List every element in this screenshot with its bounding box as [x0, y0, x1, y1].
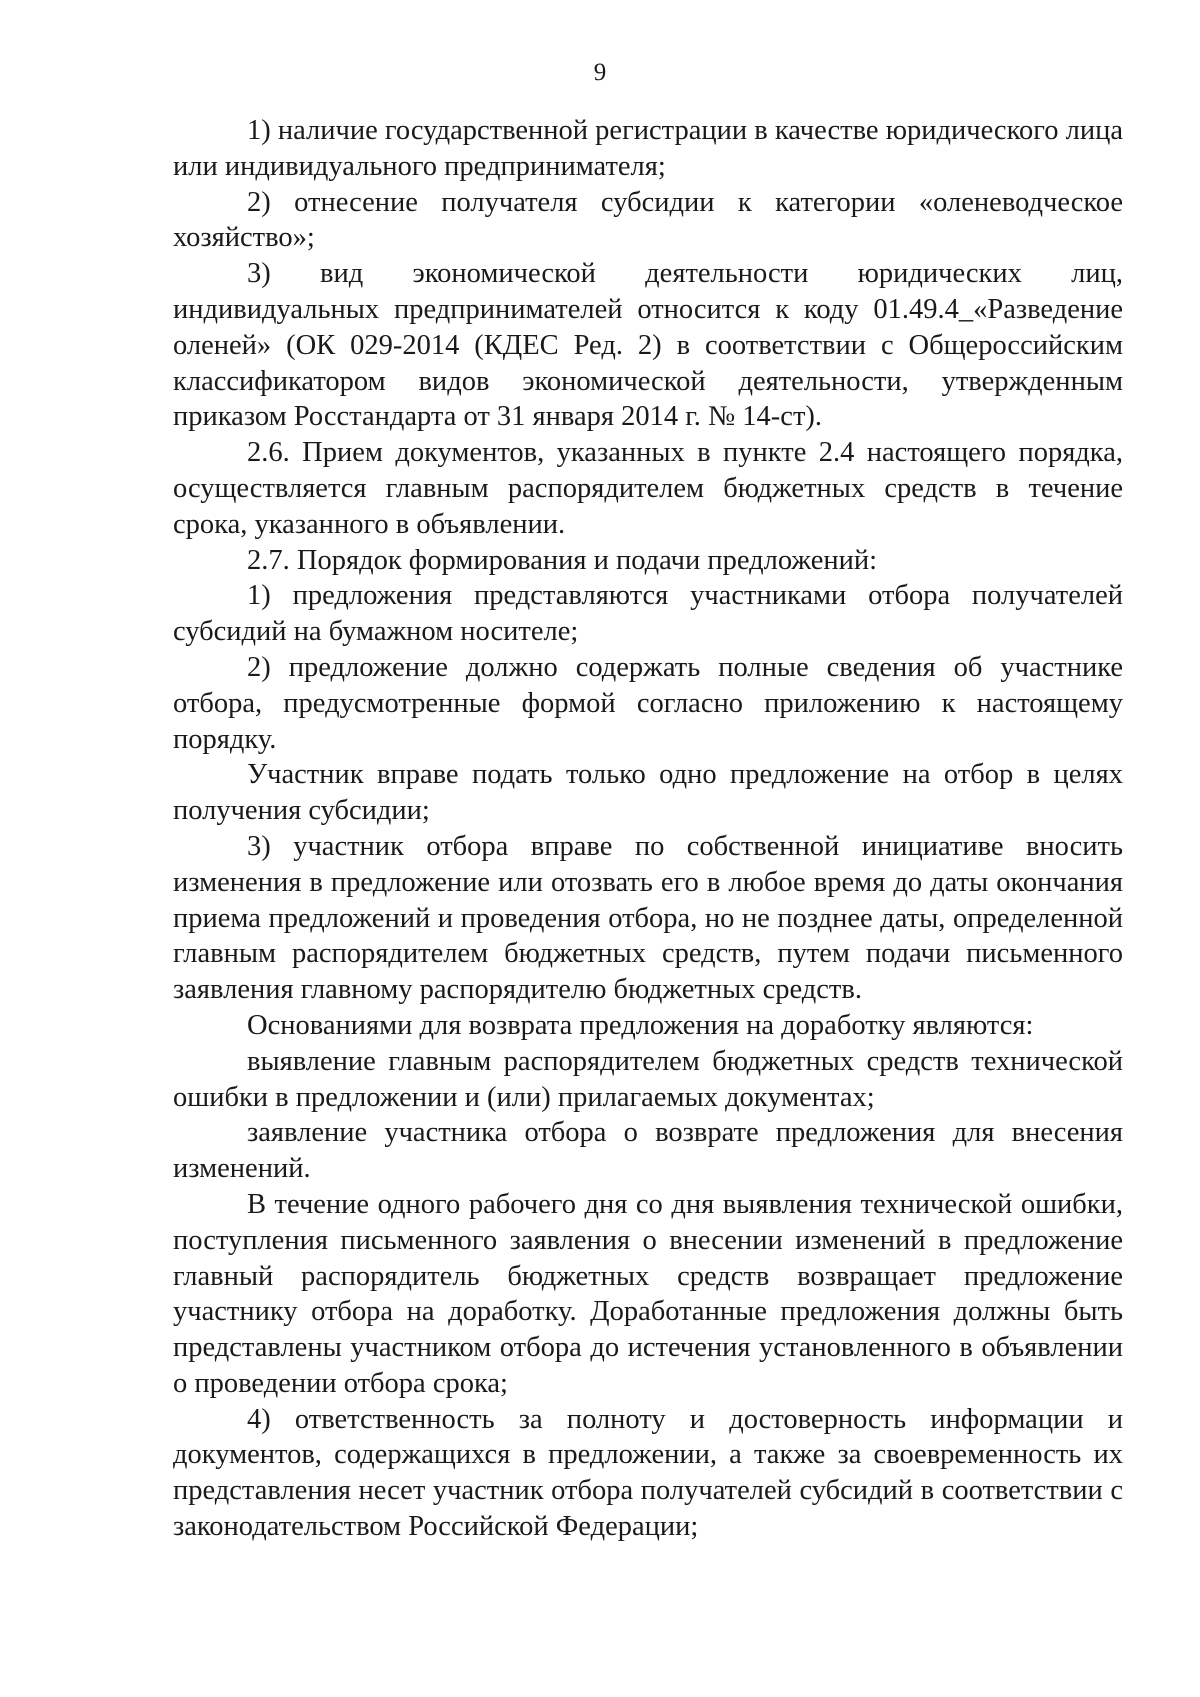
paragraph-2-7-heading: 2.7. Порядок формирования и подачи предложений: — [247, 544, 878, 576]
paragraph-ground-participant-request: заявление участника отбора о возврате предложения для внесения изменений. — [173, 1117, 1123, 1185]
paragraph-return-procedure: В течение одного рабочего дня со дня выявления технической ошибки, поступления письменного заявления о внесении изменений в предложение главный распорядитель бюджетных средств возвращает предложение участнику отбора на доработку. Доработанные предложения должны быть представлены участником отбора до истечения установленного в объявлении о проведении отбора срока; — [173, 1188, 1123, 1399]
paragraph-item-3-activity-code: 3) вид экономической деятельности юридических лиц, индивидуальных предпринимателей относится к коду 01.49.4_«Разведение оленей» (ОК 029-2014 (КДЕС Ред. 2) в соответствии с Общероссийским классификатором видов экономической деятельности, утвержденным приказом Росстандарта от 31 января 2014 г. № 14-ст). — [173, 258, 1123, 433]
paragraph-2-6-document-intake: 2.6. Прием документов, указанных в пункте 2.4 настоящего порядка, осуществляется главным распорядителем бюджетных средств в течение срока, указанного в объявлении. — [173, 437, 1123, 540]
paragraph-item-1-registration: 1) наличие государственной регистрации в качестве юридического лица или индивидуального предпринимателя; — [173, 115, 1123, 182]
paragraph-ground-technical-error: выявление главным распорядителем бюджетных средств технической ошибки в предложении и (или) прилагаемых документах; — [173, 1045, 1123, 1113]
paragraph-2-7-item-4: 4) ответственность за полноту и достоверность информации и документов, содержащихся в предложении, а также за своевременность их представления несет участник отбора получателей субсидий в соответствии с законодательством Российской Федерации; — [173, 1403, 1123, 1543]
paragraph-single-proposal: Участник вправе подать только одно предложение на отбор в целях получения субсидии; — [173, 759, 1123, 827]
document-body — [173, 113, 1123, 1545]
paragraph-return-grounds: Основаниями для возврата предложения на доработку являются: — [247, 1009, 1034, 1041]
page-number: 9 — [593, 59, 607, 86]
paragraph-2-7-item-1: 1) предложения представляются участниками отбора получателей субсидий на бумажном носителе; — [173, 580, 1123, 648]
paragraph-2-7-item-3: 3) участник отбора вправе по собственной инициативе вносить изменения в предложение или отозвать его в любое время до даты окончания приема предложений и проведения отбора, но не позднее даты, определенной главным распорядителем бюджетных средств, путем подачи письменного заявления главному распорядителю бюджетных средств. — [173, 830, 1123, 1006]
paragraph-item-2-category: 2) отнесение получателя субсидии к категории «оленеводческое хозяйство»; — [173, 186, 1123, 254]
paragraph-2-7-item-2: 2) предложение должно содержать полные сведения об участнике отбора, предусмотренные формой согласно приложению к настоящему порядку. — [173, 651, 1123, 755]
